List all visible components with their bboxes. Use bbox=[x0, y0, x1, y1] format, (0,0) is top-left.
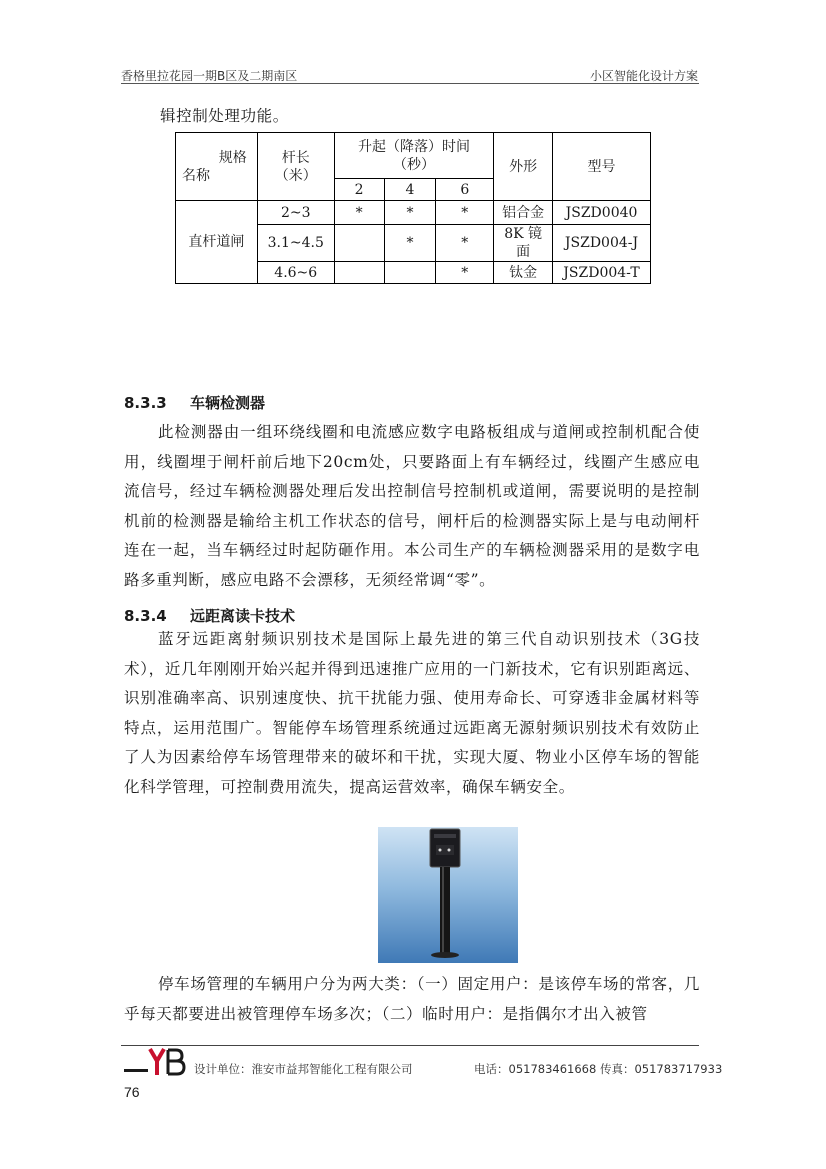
row-length: 2~3 bbox=[257, 201, 334, 225]
top-shape: 铝合金 bbox=[494, 201, 553, 225]
footer-contact: 电话：051783461668 传真：051783717933 bbox=[474, 1062, 723, 1076]
section-title: 车辆检测器 bbox=[189, 394, 265, 412]
card-reader-illustration bbox=[378, 827, 518, 963]
closing-paragraph: 停车场管理的车辆用户分为两大类：（一）固定用户：是该停车场的常客，几乎每天都要进出被管理停车场多次；（二）临时用户：是指偶尔才出入被管 bbox=[124, 975, 700, 1023]
row-length: 4.6~6 bbox=[257, 262, 334, 284]
row-length: 3.1~4.5 bbox=[257, 225, 334, 262]
row-model: JSZD004-T bbox=[553, 262, 651, 284]
section-heading-833 bbox=[124, 392, 265, 413]
row-t6: * bbox=[436, 225, 494, 262]
section-heading-834 bbox=[124, 605, 295, 626]
section-number: 8.3.4 bbox=[124, 607, 167, 625]
row-t4: * bbox=[384, 225, 436, 262]
footer-company: 设计单位：淮安市益邦智能化工程有限公司 bbox=[194, 1062, 413, 1076]
name-header: 名称 bbox=[182, 167, 210, 184]
shape-header: 外形 bbox=[494, 133, 553, 201]
spec-name-header bbox=[176, 133, 258, 201]
time-header: 升起（降落）时间 （秒） bbox=[334, 133, 494, 179]
footer-rule bbox=[121, 1045, 699, 1046]
row-t2 bbox=[334, 225, 384, 262]
spec-table bbox=[175, 132, 651, 284]
time-4: 4 bbox=[384, 179, 436, 201]
row-t6: * bbox=[436, 262, 494, 284]
row-shape: 钛金 bbox=[494, 262, 553, 284]
header-right: 小区智能化设计方案 bbox=[589, 69, 698, 83]
row-t6: * bbox=[436, 201, 494, 225]
product-name: 直杆道闸 bbox=[176, 201, 258, 284]
row-t4: * bbox=[384, 201, 436, 225]
page-number: 76 bbox=[124, 1084, 140, 1100]
row-t2: * bbox=[334, 201, 384, 225]
section-body-833: 此检测器由一组环绕线圈和电流感应数字电路板组成与道闸或控制机配合使用，线圈埋于闸杆前后地下20cm处，只要路面上有车辆经过，线圈产生感应电流信号，经过车辆检测器处理后发出控制信号控制机或道闸，需要说明的是控制机前的检测器是输给主机工作状态的信号，闸杆后的检测器实际上是与电动闸杆连在一起，当车辆经过时起防砸作用。本公司生产的车辆检测器采用的是数字电路多重判断，感应电路不会漂移，无须经常调“零”。 bbox=[124, 423, 700, 589]
row-t4 bbox=[384, 262, 436, 284]
row-t2 bbox=[334, 262, 384, 284]
header-left: 香格里拉花园一期B区及二期南区 bbox=[121, 69, 298, 83]
section-body-834: 蓝牙远距离射频识别技术是国际上最先进的第三代自动识别技术（3G技术），近几年刚刚开始兴起并得到迅速推广应用的一门新技术，它有识别距离远、识别准确率高、识别速度快、抗干扰能力强、使用寿命长、可穿透非金属材料等特点，运用范围广。智能停车场管理系统通过远距离无源射频识别技术有效防止了人为因素给停车场管理带来的破坏和干扰，实现大厦、物业小区停车场的智能化科学管理，可控制费用流失，提高运营效率，确保车辆安全。 bbox=[124, 630, 700, 796]
row-shape: 8K 镜 面 bbox=[494, 225, 553, 262]
header-rule bbox=[121, 83, 699, 84]
logo-icon bbox=[124, 1047, 190, 1077]
section-number: 8.3.3 bbox=[124, 394, 167, 412]
length-header: 杆长 （米） bbox=[257, 133, 334, 201]
model-header: 型号 bbox=[553, 133, 651, 201]
spec-header: 规格 bbox=[218, 149, 247, 166]
top-model: JSZD0040 bbox=[553, 201, 651, 225]
time-6: 6 bbox=[436, 179, 494, 201]
intro-line: 辑控制处理功能。 bbox=[160, 107, 289, 125]
company-logo bbox=[124, 1047, 190, 1077]
time-2: 2 bbox=[334, 179, 384, 201]
row-model: JSZD004-J bbox=[553, 225, 651, 262]
card-reader-photo bbox=[378, 827, 518, 963]
section-title: 远距离读卡技术 bbox=[189, 607, 295, 625]
